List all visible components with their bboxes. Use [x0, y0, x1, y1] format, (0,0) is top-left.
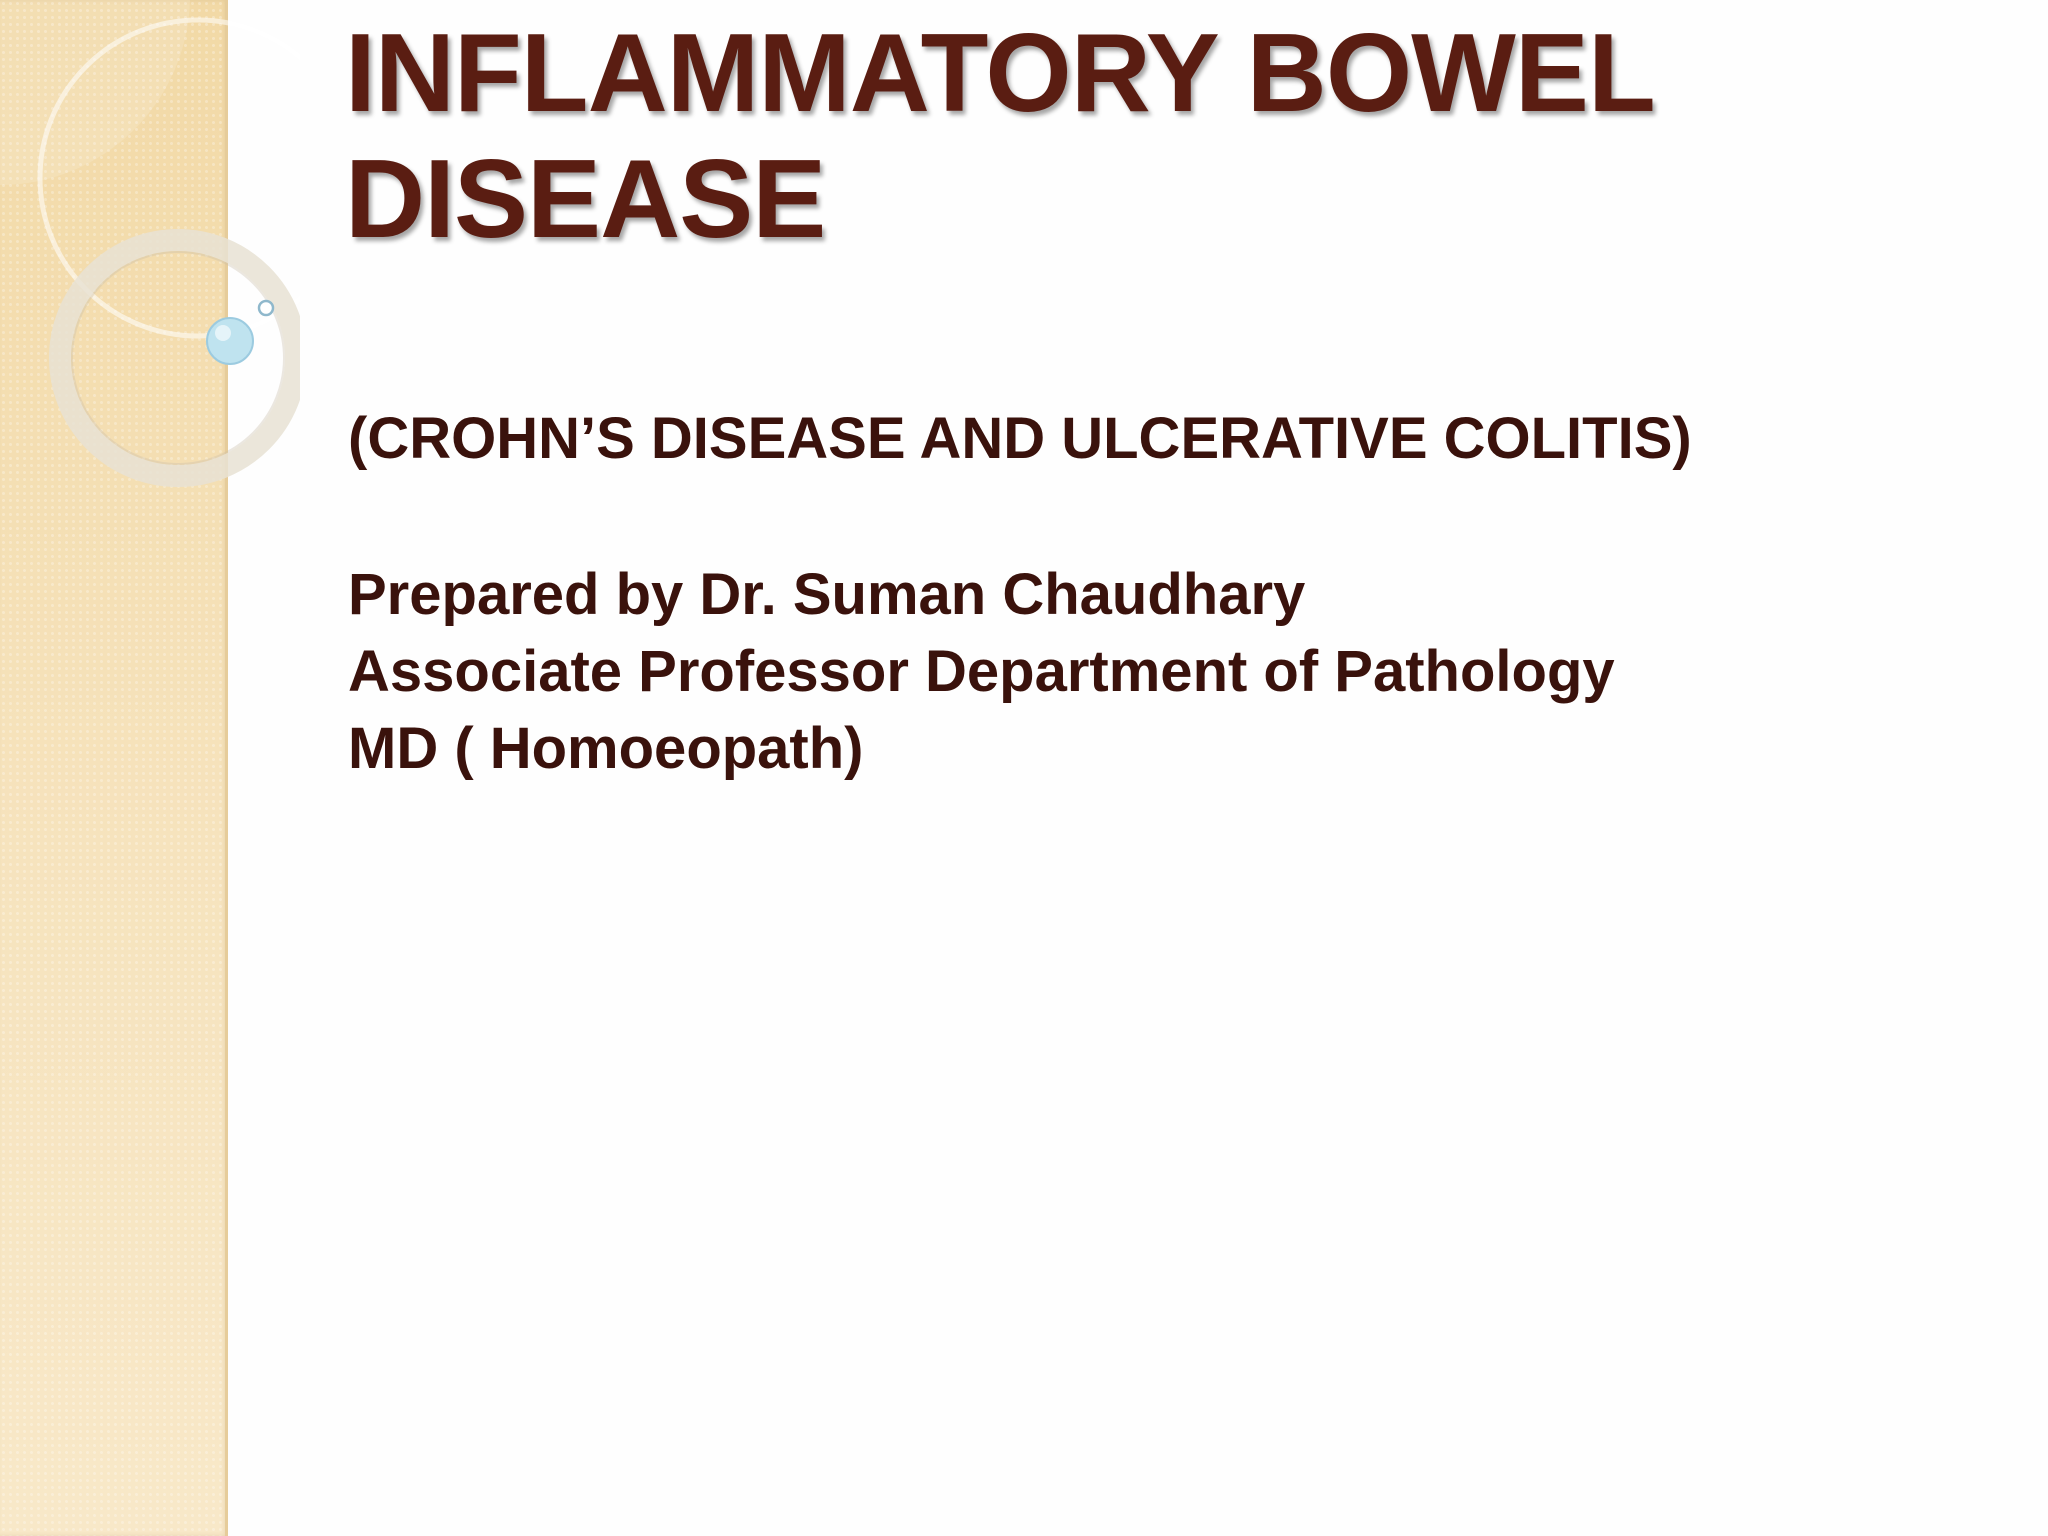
title-line-1: INFLAMMATORY BOWEL — [345, 11, 1655, 135]
slide-title — [345, 10, 1905, 262]
title-line-2: DISEASE — [345, 137, 826, 261]
subtitle-block — [348, 400, 1948, 787]
side-strip-edge — [225, 0, 228, 1536]
author-credits — [348, 556, 1948, 787]
decorative-side-strip — [0, 0, 228, 1536]
author-name: Prepared by Dr. Suman Chaudhary — [348, 562, 1306, 627]
slide-subtitle: (CROHN’S DISEASE AND ULCERATIVE COLITIS) — [348, 406, 1692, 471]
small-bubble-icon — [259, 301, 273, 315]
author-degree: MD ( Homoeopath) — [348, 716, 864, 781]
author-position: Associate Professor Department of Pathology — [348, 639, 1615, 704]
